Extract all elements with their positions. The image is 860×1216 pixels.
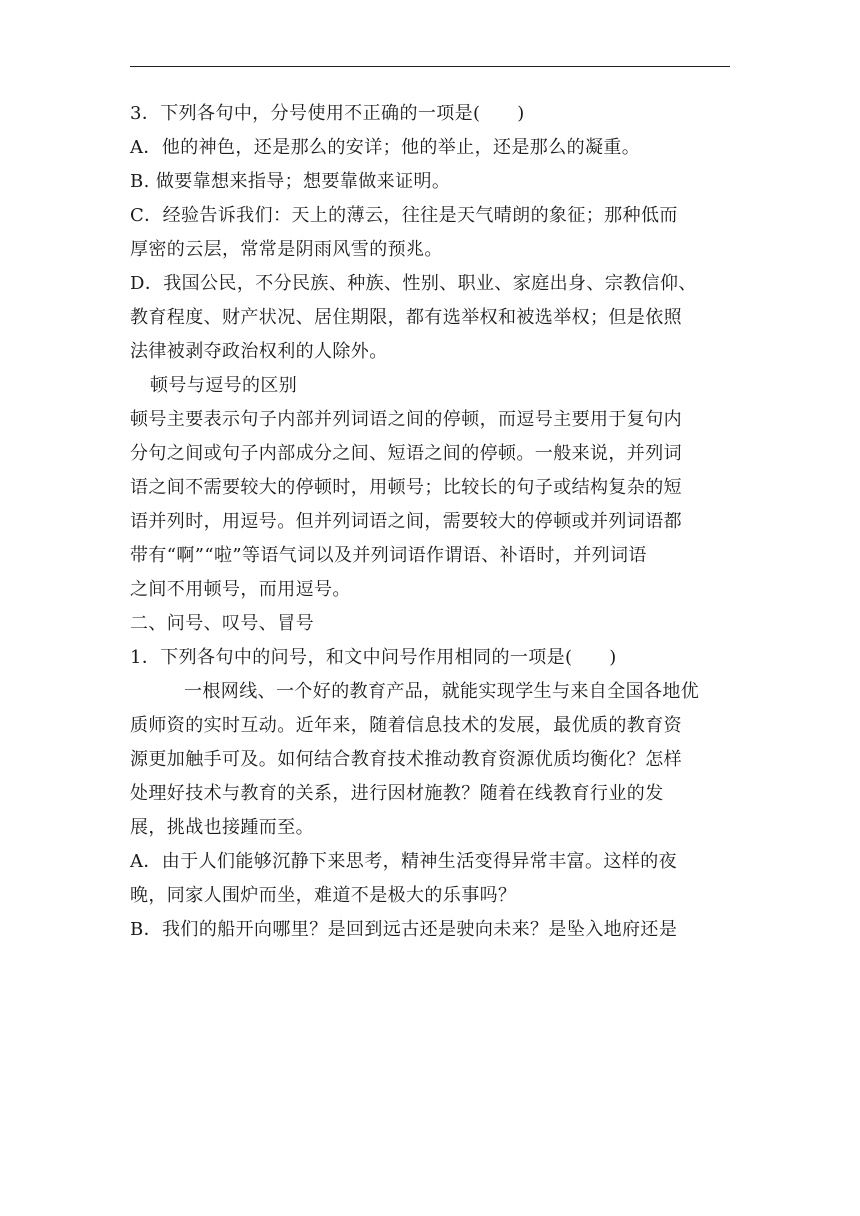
option-line: 厚密的云层，常常是阴雨风雪的预兆。 — [130, 239, 443, 260]
question-1-option-b — [130, 913, 730, 947]
document-body — [130, 97, 730, 947]
note-line: 顿号主要表示句子内部并列词语之间的停顿，而逗号主要用于复句内 — [130, 409, 682, 430]
note-title: 顿号与逗号的区别 — [150, 375, 298, 396]
passage-line: 质师资的实时互动。近年来，随着信息技术的发展，最优质的教育资 — [130, 715, 682, 736]
note-paragraph — [130, 403, 730, 607]
option-line: 教育程度、财产状况、居住期限，都有选举权和被选举权；但是依照 — [130, 307, 682, 328]
option-line: B. 做要靠想来指导；想要靠做来证明。 — [130, 171, 451, 192]
question-1-stem: 1．下列各句中的问号，和文中问号作用相同的一项是( ) — [130, 647, 617, 668]
option-line: D．我国公民，不分民族、种族、性别、职业、家庭出身、宗教信仰、 — [130, 273, 697, 294]
option-line: C．经验告诉我们：天上的薄云，往往是天气晴朗的象征；那种低而 — [130, 205, 678, 226]
passage-line: 展，挑战也接踵而至。 — [130, 817, 314, 838]
note-line: 带有“啊”“啦”等语气词以及并列词语作谓语、补语时，并列词语 — [130, 545, 647, 566]
option-line: A．他的神色，还是那么的安详；他的举止，还是那么的凝重。 — [130, 137, 641, 158]
option-line: A．由于人们能够沉静下来思考，精神生活变得异常丰富。这样的夜 — [130, 851, 677, 872]
note-line: 之间不用顿号，而用逗号。 — [130, 579, 351, 600]
question-3-option-a — [130, 131, 730, 165]
question-3-option-c — [130, 199, 730, 267]
question-1-passage — [130, 675, 730, 845]
option-line: 晚，同家人围炉而坐，难道不是极大的乐事吗？ — [130, 885, 517, 906]
question-1-option-a — [130, 845, 730, 913]
header-rule — [130, 66, 730, 67]
question-3-stem: 3．下列各句中，分号使用不正确的一项是( ) — [130, 103, 525, 124]
section-heading: 二、问号、叹号、冒号 — [130, 613, 314, 634]
passage-line: 一根网线、一个好的教育产品，就能实现学生与来自全国各地优 — [184, 681, 700, 702]
question-3-option-d — [130, 267, 730, 369]
note-line: 语并列时，用逗号。但并列词语之间，需要较大的停顿或并列词语都 — [130, 511, 682, 532]
question-3-option-b — [130, 165, 730, 199]
option-line: B．我们的船开向哪里？是回到远古还是驶向未来？是坠入地府还是 — [130, 919, 678, 940]
note-line: 语之间不需要较大的停顿时，用顿号；比较长的句子或结构复杂的短 — [130, 477, 682, 498]
passage-line: 源更加触手可及。如何结合教育技术推动教育资源优质均衡化？怎样 — [130, 749, 682, 770]
note-line: 分句之间或句子内部成分之间、短语之间的停顿。一般来说，并列词 — [130, 443, 682, 464]
passage-line: 处理好技术与教育的关系，进行因材施教？随着在线教育行业的发 — [130, 783, 664, 804]
option-line: 法律被剥夺政治权利的人除外。 — [130, 341, 388, 362]
